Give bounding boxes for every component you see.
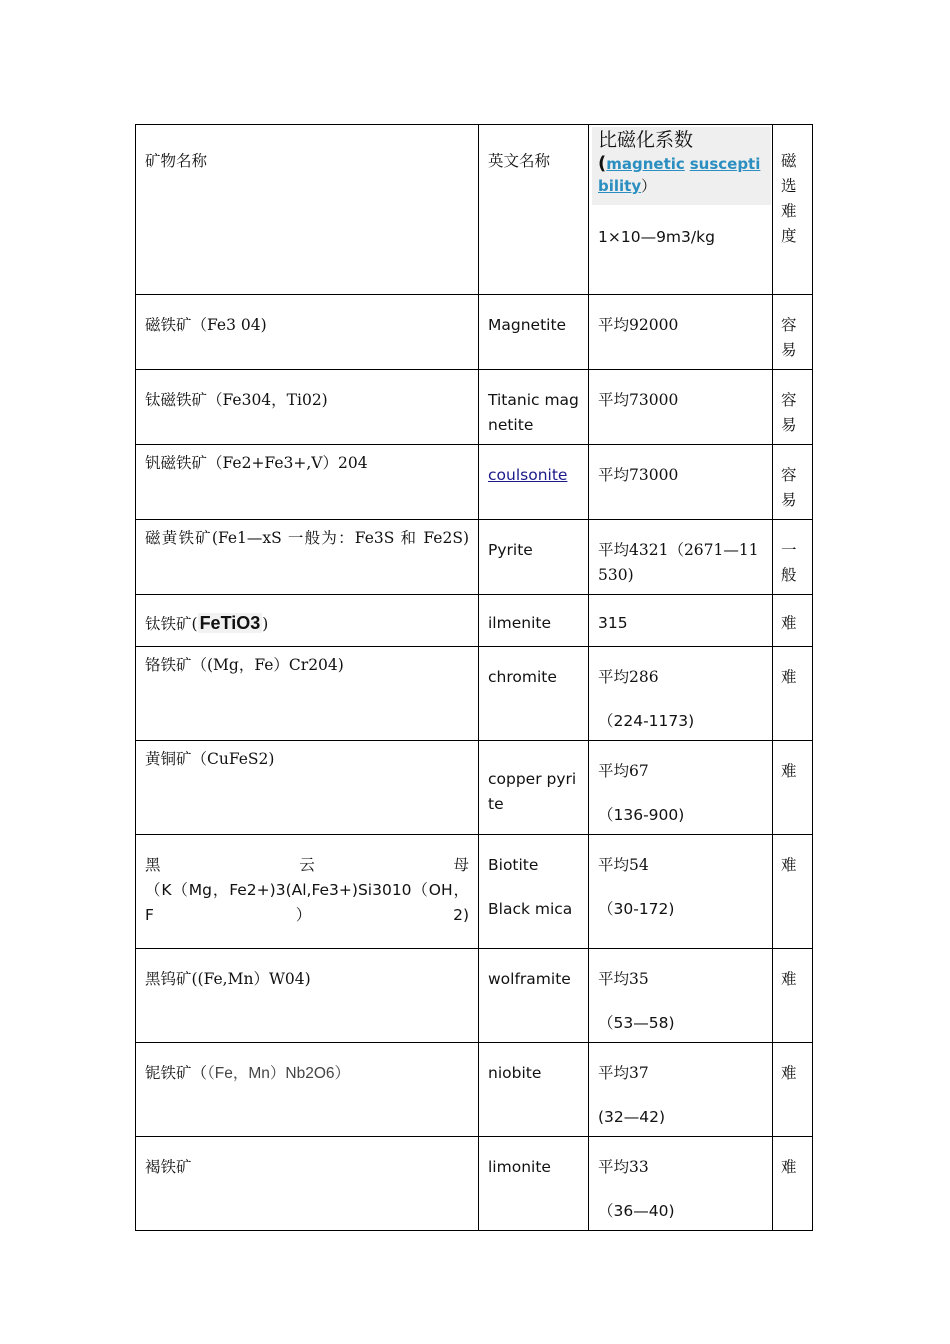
mineral-difficulty: 容易 bbox=[773, 370, 813, 445]
mineral-value: 315 bbox=[589, 595, 773, 647]
mineral-difficulty: 难 bbox=[773, 741, 813, 835]
mineral-difficulty: 难 bbox=[773, 647, 813, 741]
coulsonite-link[interactable]: coulsonite bbox=[488, 466, 568, 484]
mineral-english: limonite bbox=[479, 1137, 589, 1231]
paren-open: ( bbox=[598, 153, 607, 174]
mineral-english: Biotite Black mica bbox=[479, 835, 589, 949]
mineral-difficulty: 一般 bbox=[773, 520, 813, 595]
mineral-name: 磁黄铁矿(Fe1—xS 一般为：Fe3S 和 Fe2S) bbox=[136, 520, 479, 595]
mineral-value: 平均35 （53—58) bbox=[589, 949, 773, 1043]
mineral-difficulty: 容易 bbox=[773, 445, 813, 520]
mineral-value: 平均73000 bbox=[589, 370, 773, 445]
mineral-english: copper pyrite bbox=[479, 741, 589, 835]
mineral-name: 铌铁矿（（Fe，Mn）Nb2O6） bbox=[136, 1043, 479, 1137]
mineral-name: 钛铁矿( FeTiO3 ) bbox=[136, 595, 479, 647]
mineral-name: 钒磁铁矿（Fe2+Fe3+,V）204 bbox=[136, 445, 479, 520]
mineral-name: 黑钨矿((Fe,Mn）W04) bbox=[136, 949, 479, 1043]
mineral-value: 平均4321（2671—11530) bbox=[589, 520, 773, 595]
mineral-value: 平均73000 bbox=[589, 445, 773, 520]
header-susceptibility bbox=[589, 125, 773, 295]
mineral-english: niobite bbox=[479, 1043, 589, 1137]
table-row bbox=[136, 1137, 813, 1231]
mineral-english: Magnetite bbox=[479, 295, 589, 370]
table-row bbox=[136, 370, 813, 445]
mineral-name: 黄铜矿（CuFeS2) bbox=[136, 741, 479, 835]
mineral-english: chromite bbox=[479, 647, 589, 741]
mineral-value: 平均286 （224-1173) bbox=[589, 647, 773, 741]
mineral-value: 平均67 （136-900) bbox=[589, 741, 773, 835]
formula-highlight: FeTiO3 bbox=[199, 613, 261, 633]
header-english-name: 英文名称 bbox=[479, 125, 589, 295]
table-row bbox=[136, 1043, 813, 1137]
table-row bbox=[136, 595, 813, 647]
susceptibility-title: 比磁化系数 bbox=[598, 129, 694, 151]
header-mineral-name: 矿物名称 bbox=[136, 125, 479, 295]
susceptibility-unit: 1×10—9m3/kg bbox=[598, 228, 715, 246]
paren-close: ） bbox=[641, 177, 657, 195]
mineral-difficulty: 难 bbox=[773, 1137, 813, 1231]
susceptibility-title-box bbox=[592, 127, 771, 205]
mineral-value: 平均33 （36—40) bbox=[589, 1137, 773, 1231]
mineral-value: 平均54 （30-172) bbox=[589, 835, 773, 949]
mineral-name: 磁铁矿（Fe3 04) bbox=[136, 295, 479, 370]
mineral-difficulty: 难 bbox=[773, 595, 813, 647]
mineral-english: Pyrite bbox=[479, 520, 589, 595]
table-header-row bbox=[136, 125, 813, 295]
mineral-difficulty: 难 bbox=[773, 949, 813, 1043]
mineral-value: 平均92000 bbox=[589, 295, 773, 370]
table-row bbox=[136, 445, 813, 520]
mineral-difficulty: 容易 bbox=[773, 295, 813, 370]
header-difficulty: 磁选难度 bbox=[773, 125, 813, 295]
mineral-name: 钛磁铁矿（Fe304，Ti02) bbox=[136, 370, 479, 445]
mineral-susceptibility-table bbox=[135, 124, 813, 1231]
mineral-english: wolframite bbox=[479, 949, 589, 1043]
mineral-english: ilmenite bbox=[479, 595, 589, 647]
mineral-difficulty: 难 bbox=[773, 1043, 813, 1137]
susceptibility-link[interactable]: susceptibility bbox=[598, 155, 761, 195]
table-row bbox=[136, 295, 813, 370]
table-row bbox=[136, 647, 813, 741]
magnetic-link[interactable]: magnetic bbox=[606, 155, 685, 173]
mineral-value: 平均37 (32—42) bbox=[589, 1043, 773, 1137]
mineral-name: 褐铁矿 bbox=[136, 1137, 479, 1231]
mineral-english bbox=[479, 445, 589, 520]
mineral-name: 黑 云 母 （K（Mg，Fe2+)3(Al,Fe3+)Si3010（OH，F）2) bbox=[136, 835, 479, 949]
table-row bbox=[136, 949, 813, 1043]
mineral-name: 铬铁矿（(Mg，Fe）Cr204) bbox=[136, 647, 479, 741]
table-row bbox=[136, 520, 813, 595]
table-row bbox=[136, 741, 813, 835]
mineral-english: Titanic magnetite bbox=[479, 370, 589, 445]
table-row bbox=[136, 835, 813, 949]
mineral-difficulty: 难 bbox=[773, 835, 813, 949]
